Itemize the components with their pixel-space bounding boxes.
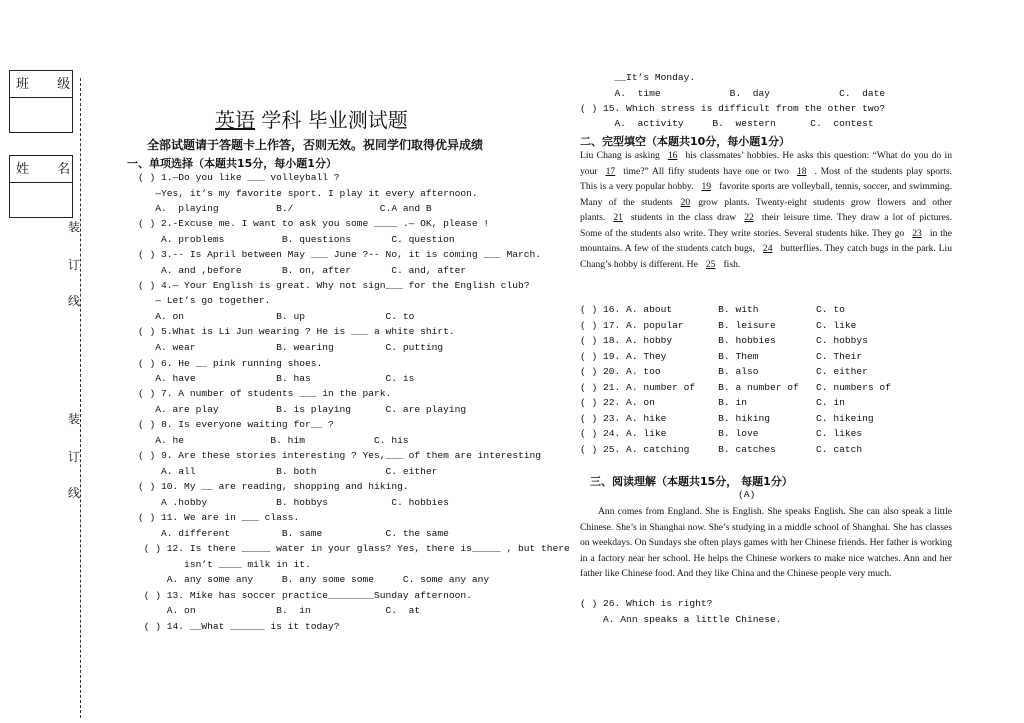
section1-line: —Yes, it’s my favorite sport. I play it every afternoon. [138, 188, 478, 199]
cloze-text: their leisure time. They draw a lot of pictures. Some of the students also write. They write stories. Several students hike. They go [580, 212, 952, 239]
section1-line: A. he B. him C. his [138, 435, 409, 446]
cloze-option-line: ( ) 19. A. They B. Them C. Their [580, 350, 863, 362]
section1-line: ( ) 13. Mike has soccer practice________Sunday afternoon. [138, 590, 472, 601]
question-26: ( ) 26. Which is right? [580, 598, 713, 609]
right-top-line: ( ) 15. Which stress is difficult from the other two? [580, 103, 886, 114]
exam-notice: 全部试题请于答题卡上作答，否则无效。祝同学们取得优异成绩 [147, 138, 484, 152]
section1-line: ( ) 5.What is Li Jun wearing ? He is ___ a white shirt. [138, 326, 455, 337]
cloze-option-line: ( ) 25. A. catching B. catches C. catch [580, 443, 863, 455]
section1-line: ( ) 6. He __ pink running shoes. [138, 358, 323, 369]
section1-heading: 一、单项选择（本题共15分，每小题1分） [127, 157, 337, 170]
cloze-option-line: ( ) 24. A. like B. love C. likes [580, 428, 863, 439]
cloze-text: . Most of the students play sports. This is a very popular hobby. [580, 165, 952, 192]
binding-char: 线 [68, 486, 81, 500]
binding-char: 装 [68, 220, 81, 234]
cloze-text: Liu Chang is asking [580, 150, 660, 161]
section1-line: ( ) 10. My __ are reading, shopping and hiking. [138, 481, 409, 492]
cloze-option-line: ( ) 17. A. popular B. leisure C. like [580, 319, 857, 331]
cloze-option-line: ( ) 20. A. too B. also C. either [580, 366, 868, 377]
section1-line: A. all B. both C. either [138, 466, 438, 477]
section1-line: isn’t ____ milk in it. [138, 559, 311, 570]
cloze-option-line: ( ) 16. A. about B. with C. to [580, 304, 845, 315]
cloze-text: time?” All fifty students have one or two [623, 165, 789, 177]
cloze-text: fish. [723, 258, 741, 270]
binding-char: 订 [68, 258, 81, 272]
cloze-blank: 18 [796, 165, 807, 177]
title-subject: 英语 [215, 108, 255, 132]
section1-line: ( ) 2.-Excuse me. I want to ask you some ____ .— OK, please ! [138, 218, 490, 229]
cloze-option-line: ( ) 22. A. on B. in C. in [580, 397, 845, 408]
section1-line: A. are play B. is playing C. are playing [138, 404, 467, 415]
reading-passage-text: Ann comes from England. She is English. She speaks English. She can also speak a little Chinese. She’s in Shanghai now. She’s studying in a middle school of Shanghai. She has classes on weekdays. On Sundays she often plays games with her Chinese friends. Her father is working in a factory near her school. He helps the Chinese workers to make nice watches. Ann and her father like Chinese food. And they like China and the Chinese people very much. [580, 506, 952, 579]
binding-line [80, 78, 81, 718]
name-label: 姓 名 [16, 162, 83, 177]
section1-line: ( ) 3.-- Is April between May ___ June ?-- No, it is coming ___ March. [138, 249, 542, 260]
reading-passage [580, 504, 952, 582]
cloze-text: students in the class draw [630, 212, 737, 223]
section1-line: A. wear B. wearing C. putting [138, 342, 444, 353]
cloze-blank: 21 [613, 212, 623, 223]
binding-char: 订 [68, 450, 81, 464]
cloze-blank: 16 [667, 150, 678, 161]
cloze-text: favorite sports are volleyball, tennis, soccer, and swimming. Many of the students [580, 181, 952, 208]
section1-line: ( ) 1.—Do you like ___ volleyball ? [138, 172, 340, 183]
section1-line: ( ) 4.— Your English is great. Why not sign___ for the English club? [138, 280, 530, 291]
cloze-blank: 17 [605, 165, 616, 177]
cloze-passage [580, 148, 952, 272]
section1-line: ( ) 11. We are in ___ class. [138, 512, 300, 523]
right-top-line: A. activity B. western C. contest [580, 118, 874, 129]
cloze-text: grow plants. Twenty-eight students grow flowers and other plants. [580, 196, 952, 223]
cloze-blank: 19 [701, 181, 712, 192]
section1-line: A. playing B./ C.A and B [138, 203, 432, 214]
right-top-line: A. time B. day C. date [580, 88, 886, 99]
passage-a-label: (A) [738, 489, 756, 500]
cloze-blank: 23 [912, 227, 922, 239]
cloze-option-line: ( ) 23. A. hike B. hiking C. hikeing [580, 412, 874, 424]
cloze-text: in the mountains. A few of the students catch bugs, [580, 227, 952, 254]
section1-line: A. and ,before B. on, after C. and, after [138, 265, 467, 276]
section1-line: ( ) 12. Is there _____ water in your glass? Yes, there is_____ , but there [138, 543, 570, 554]
cloze-text: his classmates’ hobbies. He asks this question: “What do you do in your [580, 150, 953, 177]
title-rest: 学科 毕业测试题 [261, 108, 408, 132]
cloze-option-line: ( ) 21. A. number of B. a number of C. numbers of [580, 381, 891, 393]
section1-line: ( ) 14. __What ______ is it today? [138, 621, 340, 632]
right-top-line: __It’s Monday. [580, 72, 696, 83]
class-label: 班 级 [16, 77, 83, 92]
section1-line: A. any some any B. any some some C. some any any [138, 574, 490, 585]
section3-heading: 三、阅读理解（本题共15分， 每题1分） [590, 475, 793, 488]
section1-line: A. different B. same C. the same [138, 528, 449, 539]
binding-char: 线 [68, 294, 81, 308]
section1-line: ( ) 9. Are these stories interesting ? Yes,___ of them are interesting [138, 450, 542, 461]
cloze-option-line: ( ) 18. A. hobby B. hobbies C. hobbys [580, 335, 868, 346]
section2-heading: 二、完型填空（本题共10分，每小题1分） [580, 135, 790, 148]
section1-line: — Let’s go together. [138, 295, 271, 306]
section1-line: A. on B. up C. to [138, 311, 415, 322]
binding-char: 装 [68, 412, 81, 426]
section1-line: ( ) 7. A number of students ___ in the park. [138, 388, 392, 399]
section1-line: A. have B. has C. is [138, 373, 415, 384]
cloze-blank: 25 [705, 258, 716, 270]
page-title [215, 104, 408, 133]
question-26-option: A. Ann speaks a little Chinese. [580, 614, 782, 625]
section1-line: A .hobby B. hobbys C. hobbies [138, 497, 449, 508]
cloze-blank: 22 [744, 212, 754, 223]
cloze-text: butterflies. They catch bugs in the park. Liu Chang’s hobby is different. He [580, 243, 952, 270]
section1-line: A. on B. in C. at [138, 605, 421, 616]
cloze-blank: 20 [680, 196, 691, 208]
cloze-blank: 24 [762, 243, 773, 254]
section1-line: ( ) 8. Is everyone waiting for__ ? [138, 419, 334, 430]
section1-line: A. problems B. questions C. question [138, 234, 455, 245]
